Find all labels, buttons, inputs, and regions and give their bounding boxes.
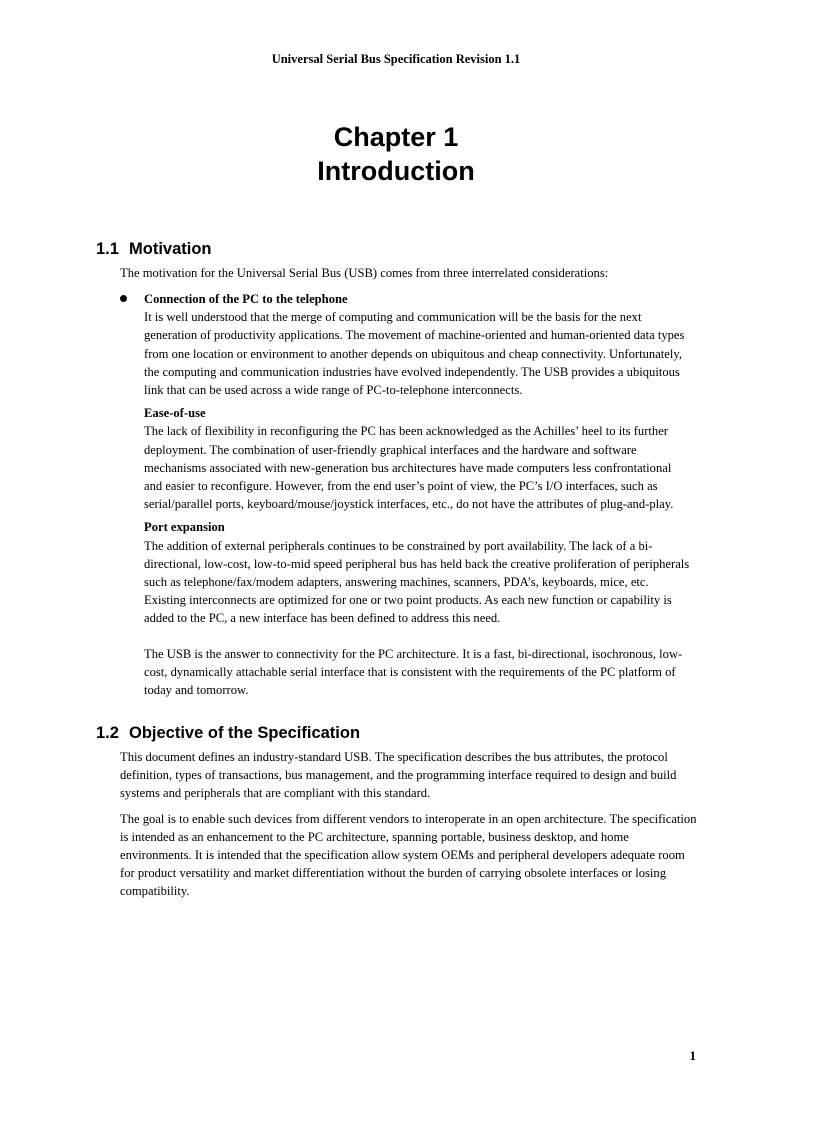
list-item <box>120 290 690 699</box>
paragraph: The motivation for the Universal Serial Bus (USB) comes from three interrelated considerations: <box>120 266 609 280</box>
page-number: 1 <box>689 1048 696 1063</box>
running-header: Universal Serial Bus Specification Revision 1.1 <box>271 52 521 66</box>
list-item <box>144 404 690 513</box>
item-title: Connection of the PC to the telephone <box>144 292 348 306</box>
paragraph: The USB is the answer to connectivity for the PC architecture. It is a fast, bi-directional, isochronous, low-cost, dynamically attachable serial interface that is consistent with the requirements of the PC platform of today and tomorrow. <box>144 646 683 698</box>
considerations-list <box>120 290 690 699</box>
item-text: It is well understood that the merge of computing and communication will be the basis for the next generation of productivity applications. The movement of machine-oriented and human-oriented data types from one location or environment to another depends on ubiquitous and cheap connectivity. Unfortunately, the computing and communication industries have evolved independently. The USB provides a ubiquitous link that can be used across a wide range of PC-to-telephone interconnects. <box>144 310 685 398</box>
chapter-title: Introduction <box>317 156 475 186</box>
section-title: Objective of the Specification <box>129 724 361 742</box>
section-heading-motivation <box>96 239 212 259</box>
chapter-heading <box>0 120 792 188</box>
paragraph: This document defines an industry-standard USB. The specification describes the bus attributes, the protocol definition, types of transactions, bus management, and the programming interface required to design and build systems and peripherals that are compliant with this standard. <box>120 750 677 801</box>
chapter-label: Chapter 1 <box>333 122 459 152</box>
section-number: 1.1 <box>96 240 119 258</box>
item-title: Ease-of-use <box>144 406 206 421</box>
closing-paragraph <box>144 645 690 700</box>
paragraph: The goal is to enable such devices from different vendors to interoperate in an open architecture. The specification is intended as an enhancement to the PC architecture, spanning portable, business desktop, and home environments. It is intended that the specification allow system OEMs and peripheral developers adequate room for product versatility and market differentiation without the burden of carrying obsolete interfaces or losing compatibility. <box>120 811 697 899</box>
item-title: Port expansion <box>144 520 225 535</box>
section-body <box>120 748 697 901</box>
section-heading-objective <box>96 723 360 743</box>
bullet-icon <box>120 295 127 302</box>
item-text: The addition of external peripherals continues to be constrained by port availability. The lack of a bi-directional, low-cost, low-to-mid speed peripheral bus has held back the creative proliferation of peripherals such as telephone/fax/modem adapters, answering machines, scanners, PDA’s, keyboards, mice, etc. Existing interconnects are optimized for one or two point products. As each new function or capability is added to the PC, a new interface has been defined to address this need. <box>144 538 690 626</box>
list-item <box>144 518 690 627</box>
section-number: 1.2 <box>96 724 119 742</box>
item-text: The lack of flexibility in reconfiguring the PC has been acknowledged as the Achilles’ heel to its further deployment. The combination of user-friendly graphical interfaces and the hardware and software mechanisms associated with new-generation bus architectures have made computers less confrontational and easier to reconfigure. However, from the end user’s point of view, the PC’s I/O interfaces, such as serial/parallel ports, keyboard/mouse/joystick interfaces, etc., do not have the attributes of plug-and-play. <box>144 424 674 512</box>
section-intro <box>120 264 720 282</box>
section-title: Motivation <box>129 240 212 258</box>
